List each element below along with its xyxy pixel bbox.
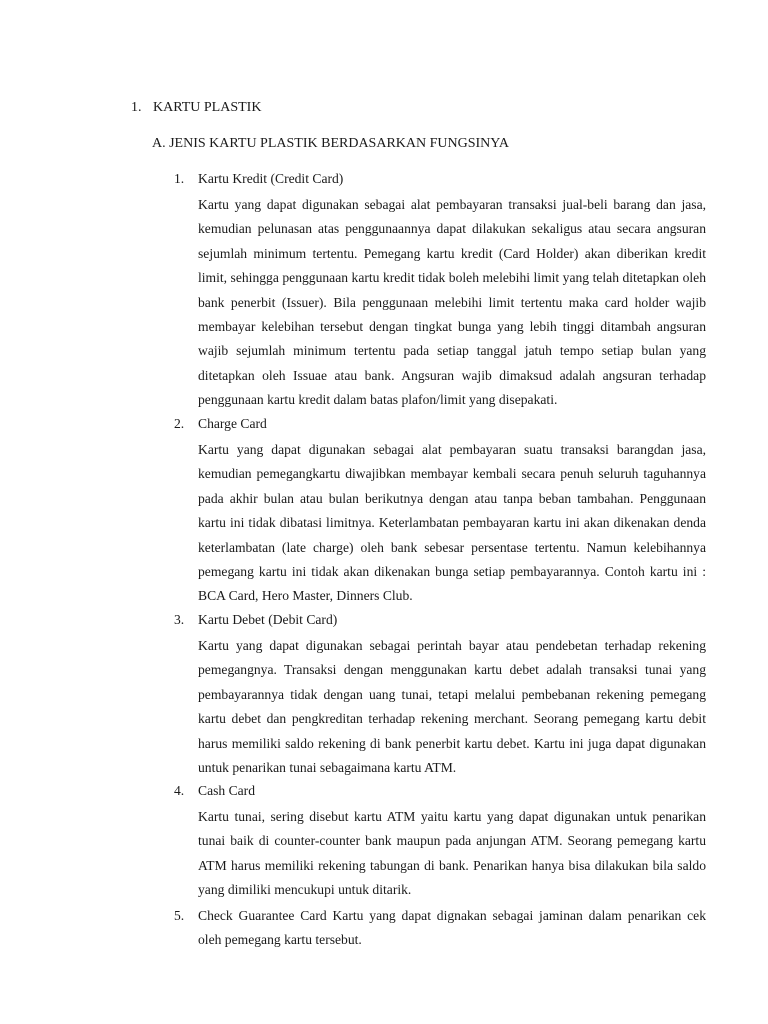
list-item-body: Kartu yang dapat digunakan sebagai perintah bayar atau pendebetan terhadap rekening pemegangnya. Transaksi dengan menggunakan kartu debet adalah transaksi tunai yang pembayarannya tidak dengan uang tunai, tetapi melalui pembebanan rekening pemegang kartu debet dan pengkreditan terhadap rekening merchant. Seorang pemegang kartu debit harus memiliki saldo rekening di bank penerbit kartu debet. Kartu ini juga dapat digunakan untuk penarikan tunai sebagaimana kartu ATM. <box>198 638 706 776</box>
section-title: KARTU PLASTIK <box>153 100 262 115</box>
list-item-title: Kartu Debet (Debit Card) <box>198 612 338 627</box>
subsection-heading: A. JENIS KARTU PLASTIK BERDASARKAN FUNGSINYA <box>152 136 509 151</box>
list-item-charge-card <box>174 415 706 609</box>
list-item-header <box>174 415 706 433</box>
list-item-header <box>174 907 706 953</box>
list-item-title: Cash Card <box>198 783 256 798</box>
list-item-body: Kartu yang dapat digunakan sebagai alat pembayaran transaksi jual-beli barang dan jasa, kemudian pelunasan atas penggunaannya dapat dilakukan sekaligus atau secara angsuran sejumlah minimum tertentu. Pemegang kartu kredit (Card Holder) akan diberikan kredit limit, sehingga penggunaan kartu kredit tidak boleh melebihi limit yang telah ditetapkan oleh bank penerbit (Issuer). Bila penggunaan melebihi limit tertentu maka card holder wajib membayar kelebihan tersebut dengan tingkat bunga yang lebih tinggi ditambah angsuran wajib sejumlah minimum tertentu pada setiap tanggal jatuh tempo setiap bulan yang ditetapkan oleh Issuae atau bank. Angsuran wajib dimaksud adalah angsuran terhadap penggunaan kartu kredit dalam batas plafon/limit yang disepakati. <box>198 197 706 408</box>
section-heading <box>131 99 261 117</box>
list-item-title: Charge Card <box>198 416 267 431</box>
list-item-debit-card <box>174 611 706 780</box>
list-item-check-guarantee-card <box>174 907 706 953</box>
list-item-header <box>174 170 706 188</box>
list-item-number: 1. <box>174 171 185 186</box>
list-item-number: 4. <box>174 783 185 798</box>
list-item-credit-card <box>174 170 706 413</box>
list-item-number: 5. <box>174 908 185 923</box>
list-item-title: Kartu Kredit (Credit Card) <box>198 171 344 186</box>
list-item-cash-card <box>174 782 706 903</box>
list-item-header <box>174 782 706 800</box>
section-number: 1. <box>131 100 142 115</box>
list-item-body: Kartu tunai, sering disebut kartu ATM yaitu kartu yang dapat digunakan untuk penarikan tunai baik di counter-counter bank maupun pada anjungan ATM. Seorang pemegang kartu ATM harus memiliki rekening tabungan di bank. Penarikan hanya bisa dilakukan bila saldo yang dimiliki mencukupi untuk ditarik. <box>198 809 706 898</box>
list-item-body: Kartu yang dapat digunakan sebagai alat pembayaran suatu transaksi barangdan jasa, kemudian pemegangkartu diwajibkan membayar kembali secara penuh seluruh taguhannya pada akhir bulan atau bulan berikutnya dengan atau tanpa beban tambahan. Penggunaan kartu ini tidak dibatasi limitnya. Keterlambatan pembayaran kartu ini akan dikenakan denda keterlambatan (late charge) oleh bank sebesar persentase tertentu. Namun kelebihannya pemegang kartu ini tidak akan dikenakan bunga setiap pembayarannya. Contoh kartu ini : BCA Card, Hero Master, Dinners Club. <box>198 442 706 604</box>
list-item-body: Check Guarantee Card Kartu yang dapat dignakan sebagai jaminan dalam penarikan cek oleh pemegang kartu tersebut. <box>198 908 706 948</box>
list-item-number: 2. <box>174 416 185 431</box>
list-item-number: 3. <box>174 612 185 627</box>
list-item-header <box>174 611 706 629</box>
